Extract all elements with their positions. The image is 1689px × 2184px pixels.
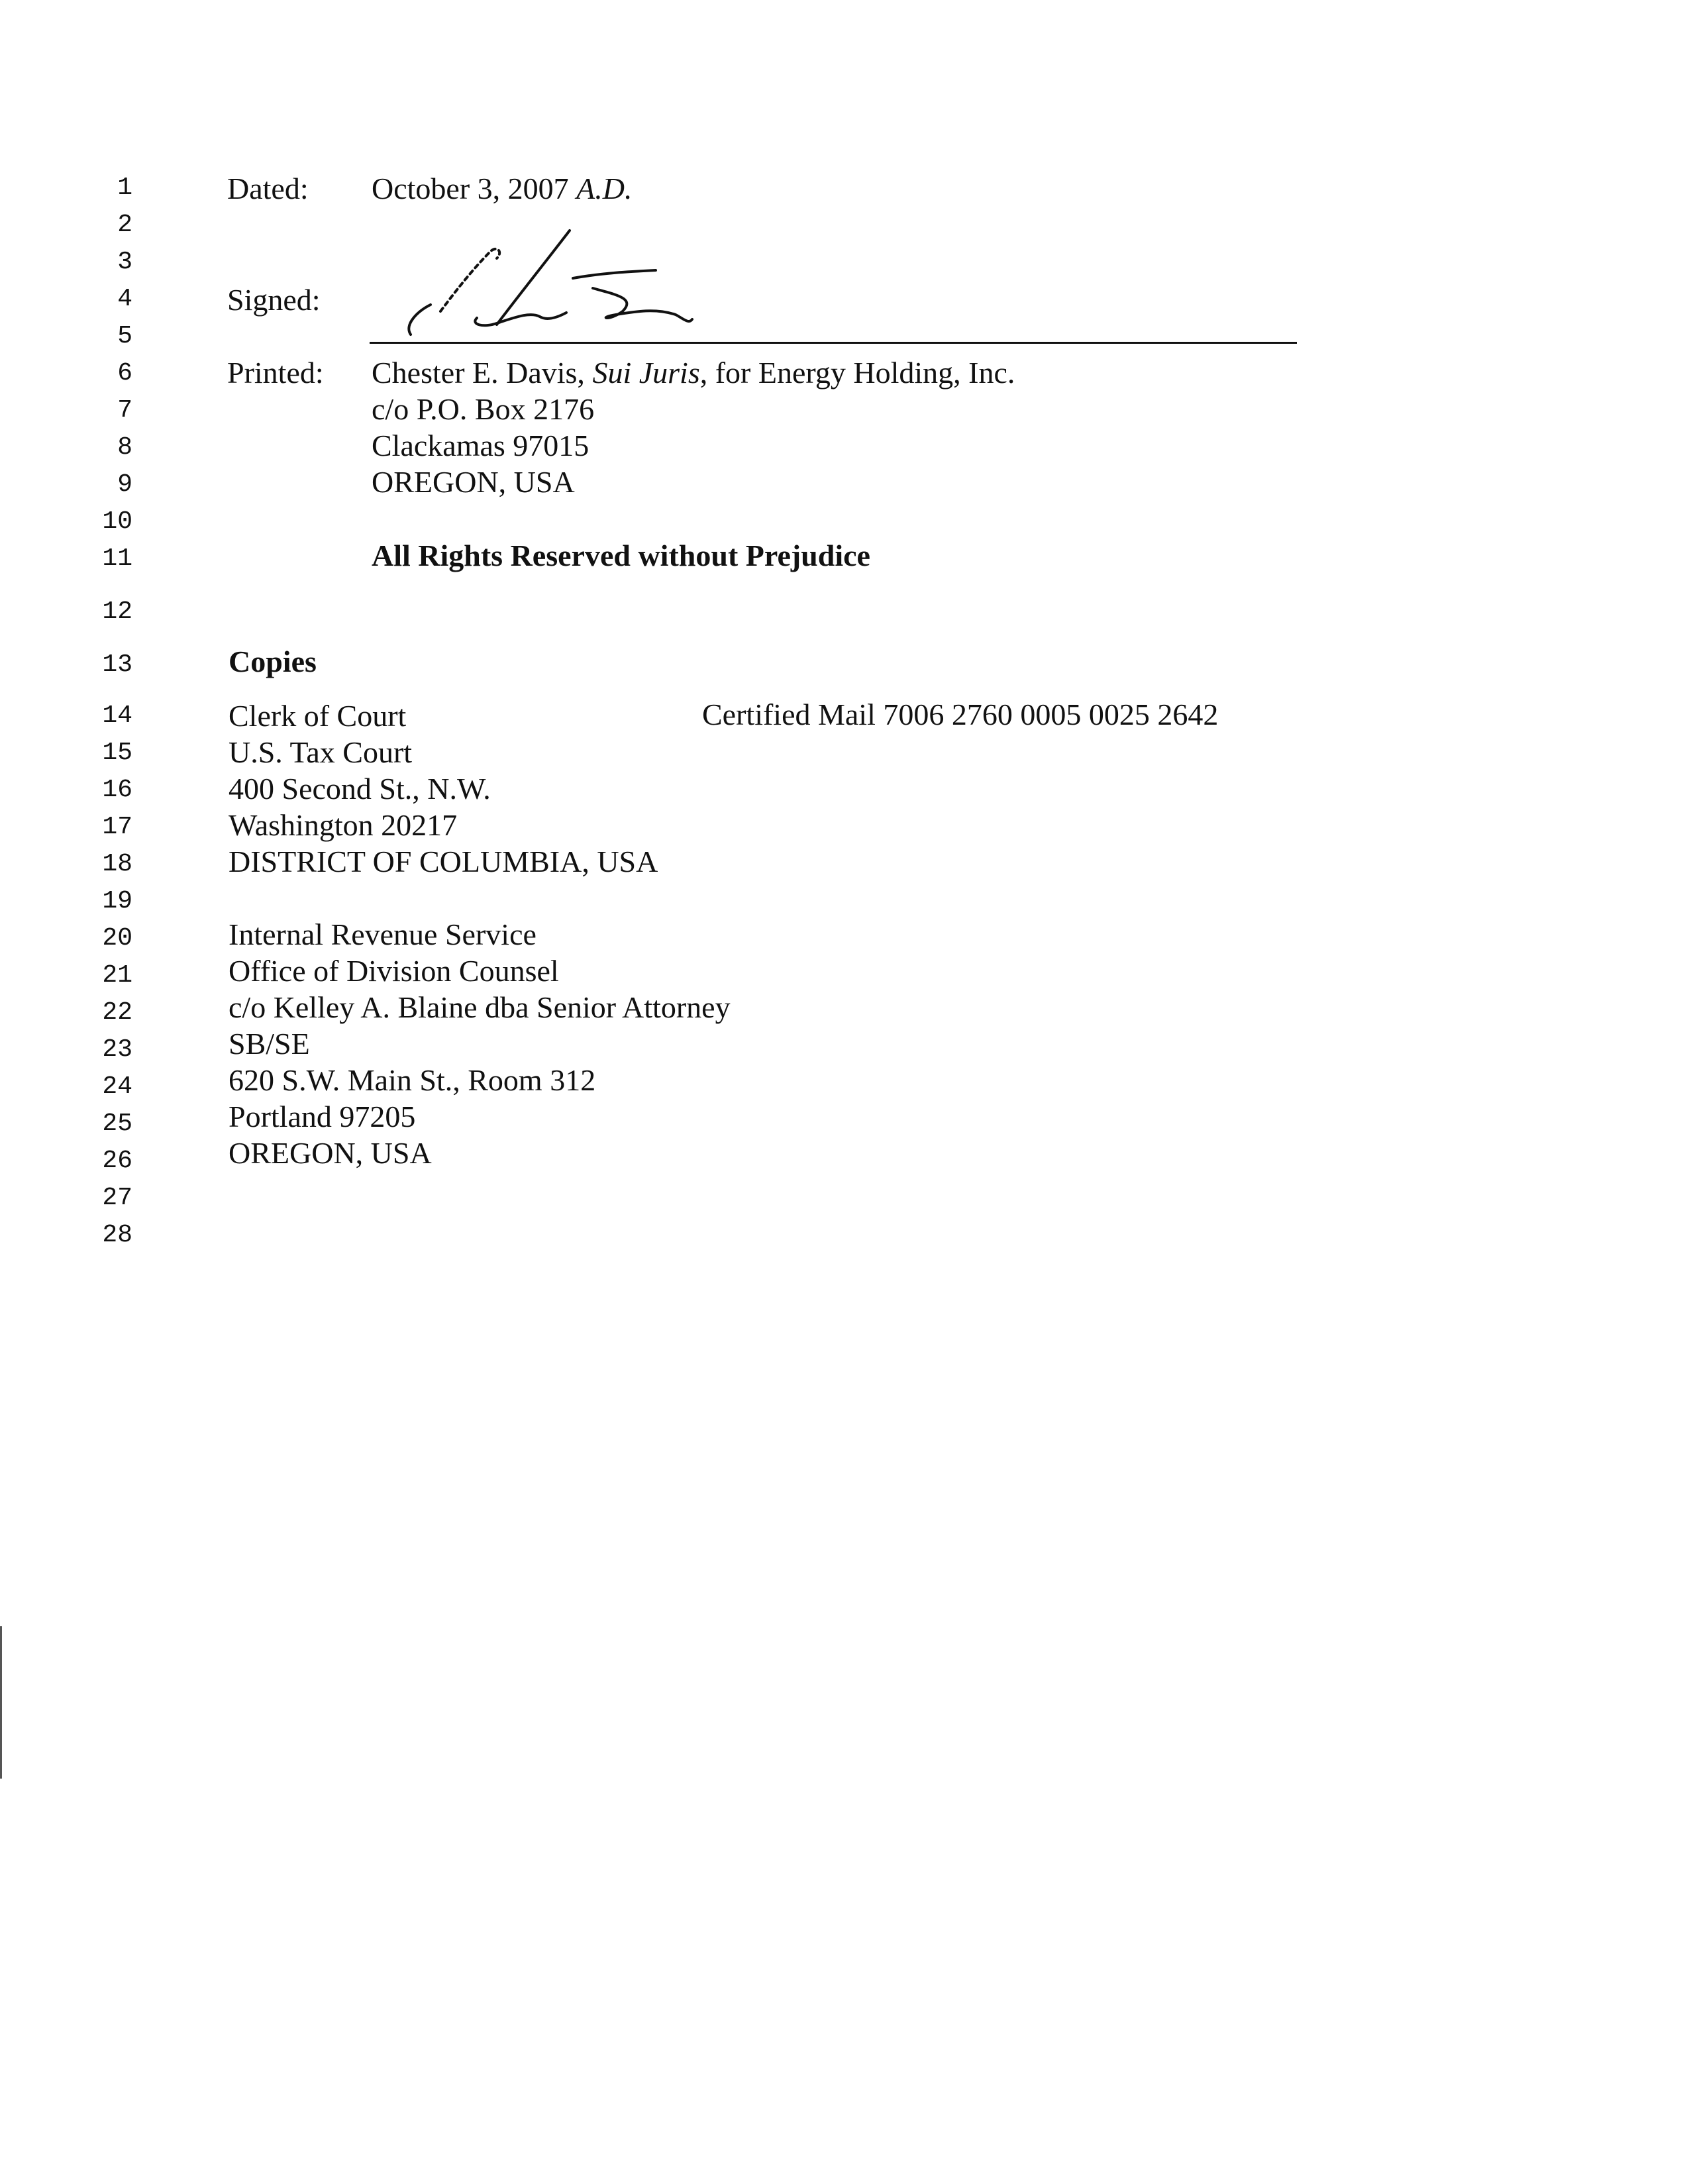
irs-address-line: Internal Revenue Service [229,917,537,951]
line-number: 5 [117,322,132,350]
clerk-address-line: DISTRICT OF COLUMBIA, USA [229,845,658,878]
line-number: 20 [102,924,132,953]
line-number: 9 [117,470,132,499]
line-number: 24 [102,1072,132,1101]
line-number: 17 [102,813,132,841]
line-number: 28 [102,1221,132,1249]
copies-heading: Copies [229,645,317,678]
line-number: 15 [102,739,132,767]
line-number: 4 [117,285,132,313]
dated-label: Dated: [227,172,309,205]
line-number: 26 [102,1147,132,1175]
line-number: 27 [102,1184,132,1212]
line-number: 18 [102,850,132,878]
line-number: 14 [102,702,132,730]
clerk-address-line: 400 Second St., N.W. [229,772,491,806]
line-number: 10 [102,507,132,536]
line-number: 16 [102,776,132,804]
line-number: 7 [117,396,132,425]
line-number: 23 [102,1035,132,1064]
reservation-statement: All Rights Reserved without Prejudice [372,539,870,572]
date-text: October 3, 2007 [372,172,569,205]
irs-address-line: OREGON, USA [229,1136,432,1170]
line-number: 19 [102,887,132,915]
line-number: 12 [102,598,132,626]
line-number: 11 [102,545,132,573]
irs-address-line: SB/SE [229,1027,310,1061]
line-number: 6 [117,359,132,388]
line-number: 1 [117,174,132,202]
printed-label: Printed: [227,356,324,390]
address-line: Clackamas 97015 [372,429,589,462]
irs-address-line: 620 S.W. Main St., Room 312 [229,1063,596,1097]
scan-margin-mark [0,1626,2,1779]
certified-mail-number: Certified Mail 7006 2760 0005 0025 2642 [702,698,1219,731]
irs-address-line: Office of Division Counsel [229,954,559,988]
irs-address-line: Portland 97205 [229,1100,416,1133]
handwritten-signature [397,225,768,344]
clerk-address-line: Washington 20217 [229,808,458,842]
signature-line [370,342,1297,344]
era-text: A.D. [576,172,633,205]
line-number: 8 [117,433,132,462]
address-line: OREGON, USA [372,465,575,499]
signed-label: Signed: [227,283,321,317]
line-number: 2 [117,211,132,239]
line-number: 25 [102,1110,132,1138]
irs-address-line: c/o Kelley A. Blaine dba Senior Attorney [229,990,731,1024]
line-number: 3 [117,248,132,276]
address-line: c/o P.O. Box 2176 [372,392,595,426]
sui-juris-text: Sui Juris [592,356,700,390]
printed-name [372,358,1015,388]
line-number: 22 [102,998,132,1027]
clerk-address-line: Clerk of Court [229,699,407,733]
line-number: 21 [102,961,132,990]
signer-name: Chester E. Davis, [372,356,585,390]
dated-value [372,174,632,204]
clerk-address-line: U.S. Tax Court [229,735,413,769]
line-number: 13 [102,650,132,679]
entity-text: , for Energy Holding, Inc. [699,356,1015,390]
